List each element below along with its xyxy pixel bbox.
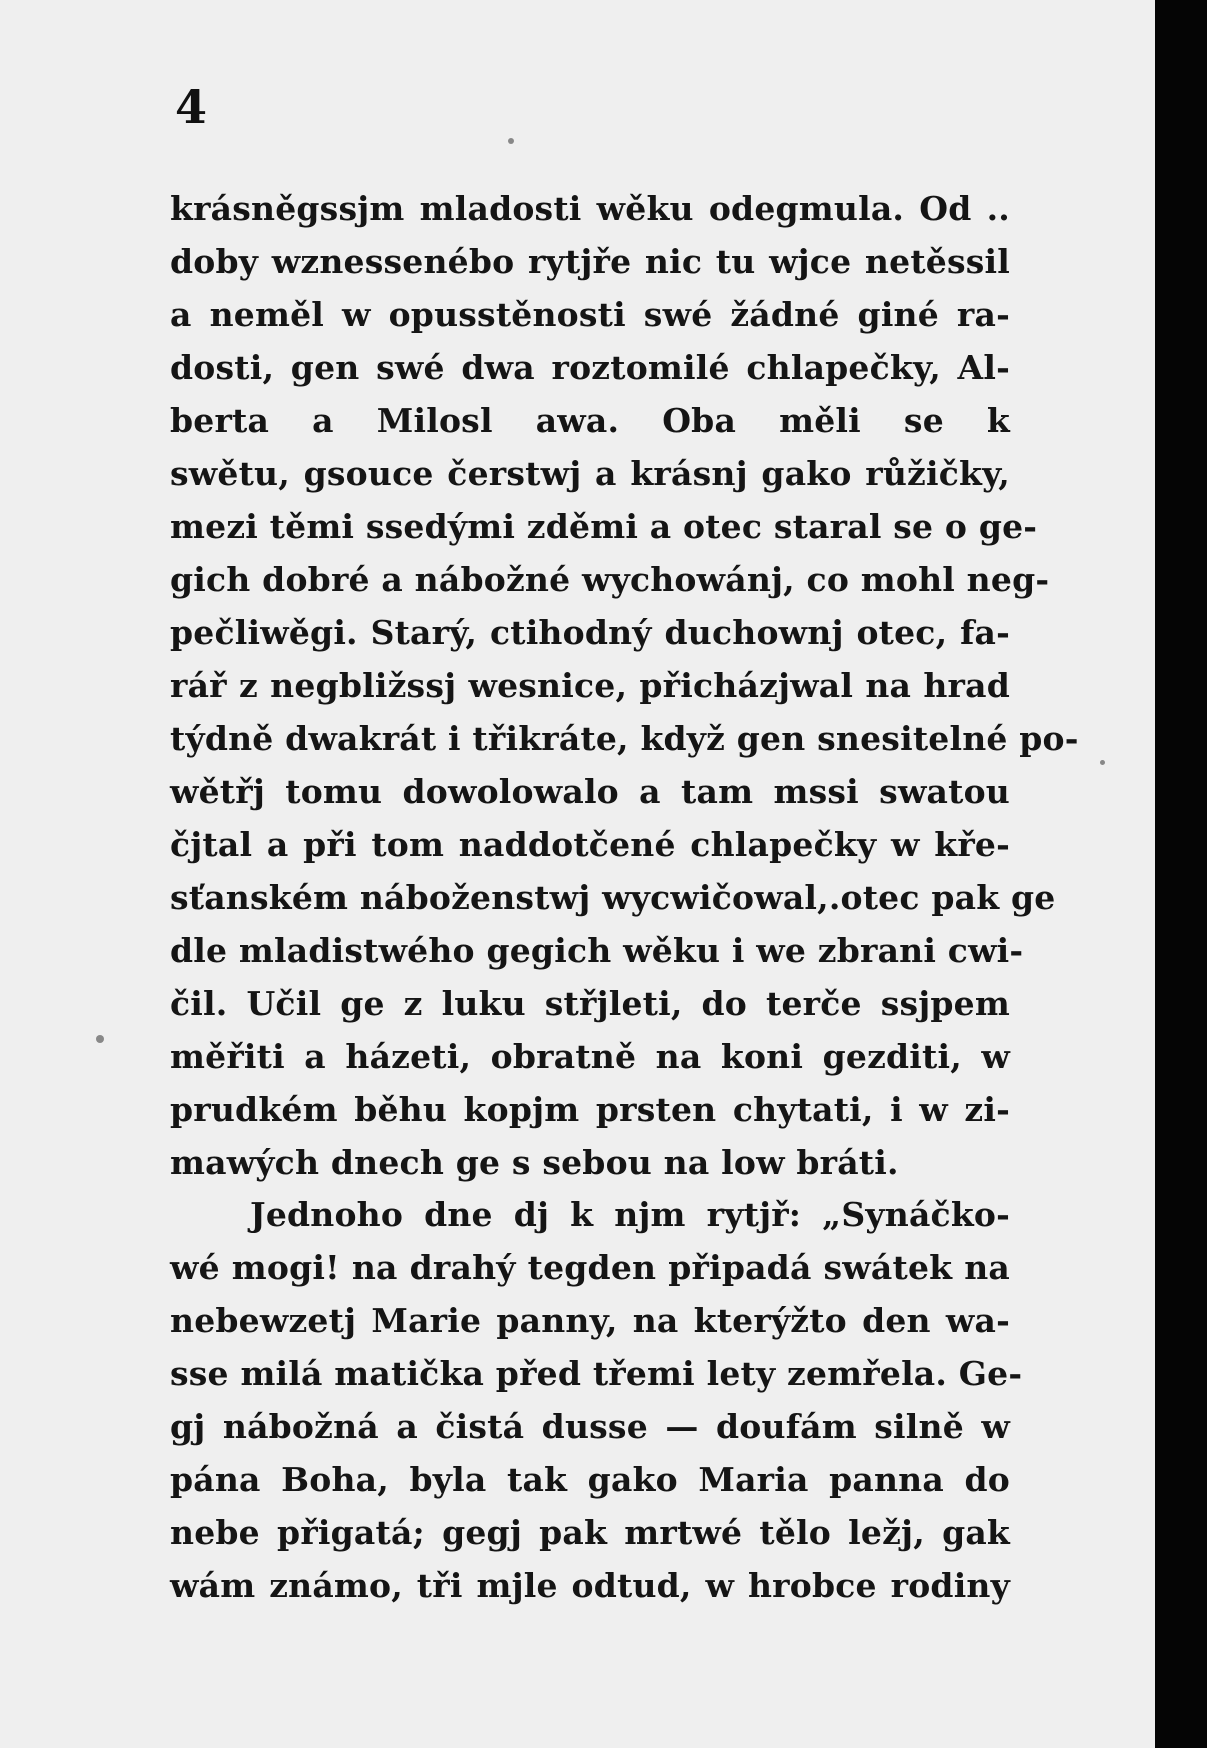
text-line: nebe přigatá; gegj pak mrtwé tělo ležj, gak: [170, 1513, 1010, 1552]
text-line: Jednoho dne dj k njm rytjř: „Synáčko-: [250, 1195, 1010, 1234]
text-line: čjtal a při tom naddotčené chlapečky w kře-: [170, 825, 1010, 864]
text-line: mezi těmi ssedými zděmi a otec staral se o ge-: [170, 507, 1038, 546]
text-line: wám známo, tři mjle odtud, w hrobce rodiny: [170, 1566, 1010, 1605]
text-line: sse milá matička před třemi lety zemřela. Ge-: [170, 1354, 1023, 1393]
page-number: 4: [175, 80, 208, 134]
text-line: berta a Milosl awa. Oba měli se k: [170, 401, 1010, 440]
text-line: týdně dwakrát i třikráte, když gen snesitelné po-: [170, 719, 1079, 758]
text-line: gich dobré a nábožné wychowánj, co mohl neg-: [170, 560, 1050, 599]
paragraph-1: [170, 182, 1079, 1189]
paragraph-2: [170, 1188, 1023, 1612]
text-line: krásněgssjm mladosti wěku odegmula. Od ..: [170, 189, 1010, 228]
text-line: nebewzetj Marie panny, na kterýžto den wa-: [170, 1301, 1010, 1340]
text-line: gj nábožná a čistá dusse — doufám silně w: [170, 1407, 1010, 1446]
paper-speck: [508, 138, 514, 144]
text-line: dle mladistwého gegich wěku i we zbrani cwi-: [170, 931, 1024, 970]
page-edge-shadow: [1155, 0, 1207, 1748]
text-line: a neměl w opusstěnosti swé žádné giné ra-: [170, 295, 1010, 334]
text-line: sťanském náboženstwj wycwičowal,.otec pak ge: [170, 878, 1056, 917]
text-line: rář z negbližssj wesnice, přicházjwal na hrad: [170, 666, 1010, 705]
text-line: dosti, gen swé dwa roztomilé chlapečky, Al-: [170, 348, 1010, 387]
text-line: wé mogi! na drahý tegden připadá swátek na: [170, 1248, 1010, 1287]
text-line: wětřj tomu dowolowalo a tam mssi swatou: [170, 772, 1010, 811]
paper-speck: [96, 1035, 104, 1043]
text-line: mawých dnech ge s sebou na low bráti.: [170, 1143, 899, 1182]
text-line: měřiti a házeti, obratně na koni gezditi, w: [170, 1037, 1010, 1076]
text-line: pečliwěgi. Starý, ctihodný duchownj otec, fa-: [170, 613, 1010, 652]
paper-speck: [1100, 760, 1105, 765]
text-line: čil. Učil ge z luku střjleti, do terče ssjpem: [170, 984, 1010, 1023]
text-line: pána Boha, byla tak gako Maria panna do: [170, 1460, 1010, 1499]
text-line: swětu, gsouce čerstwj a krásnj gako růžičky,: [170, 454, 1010, 493]
text-line: prudkém běhu kopjm prsten chytati, i w zi-: [170, 1090, 1010, 1129]
text-line: doby wznessenébo rytjře nic tu wjce netěssil: [170, 242, 1010, 281]
